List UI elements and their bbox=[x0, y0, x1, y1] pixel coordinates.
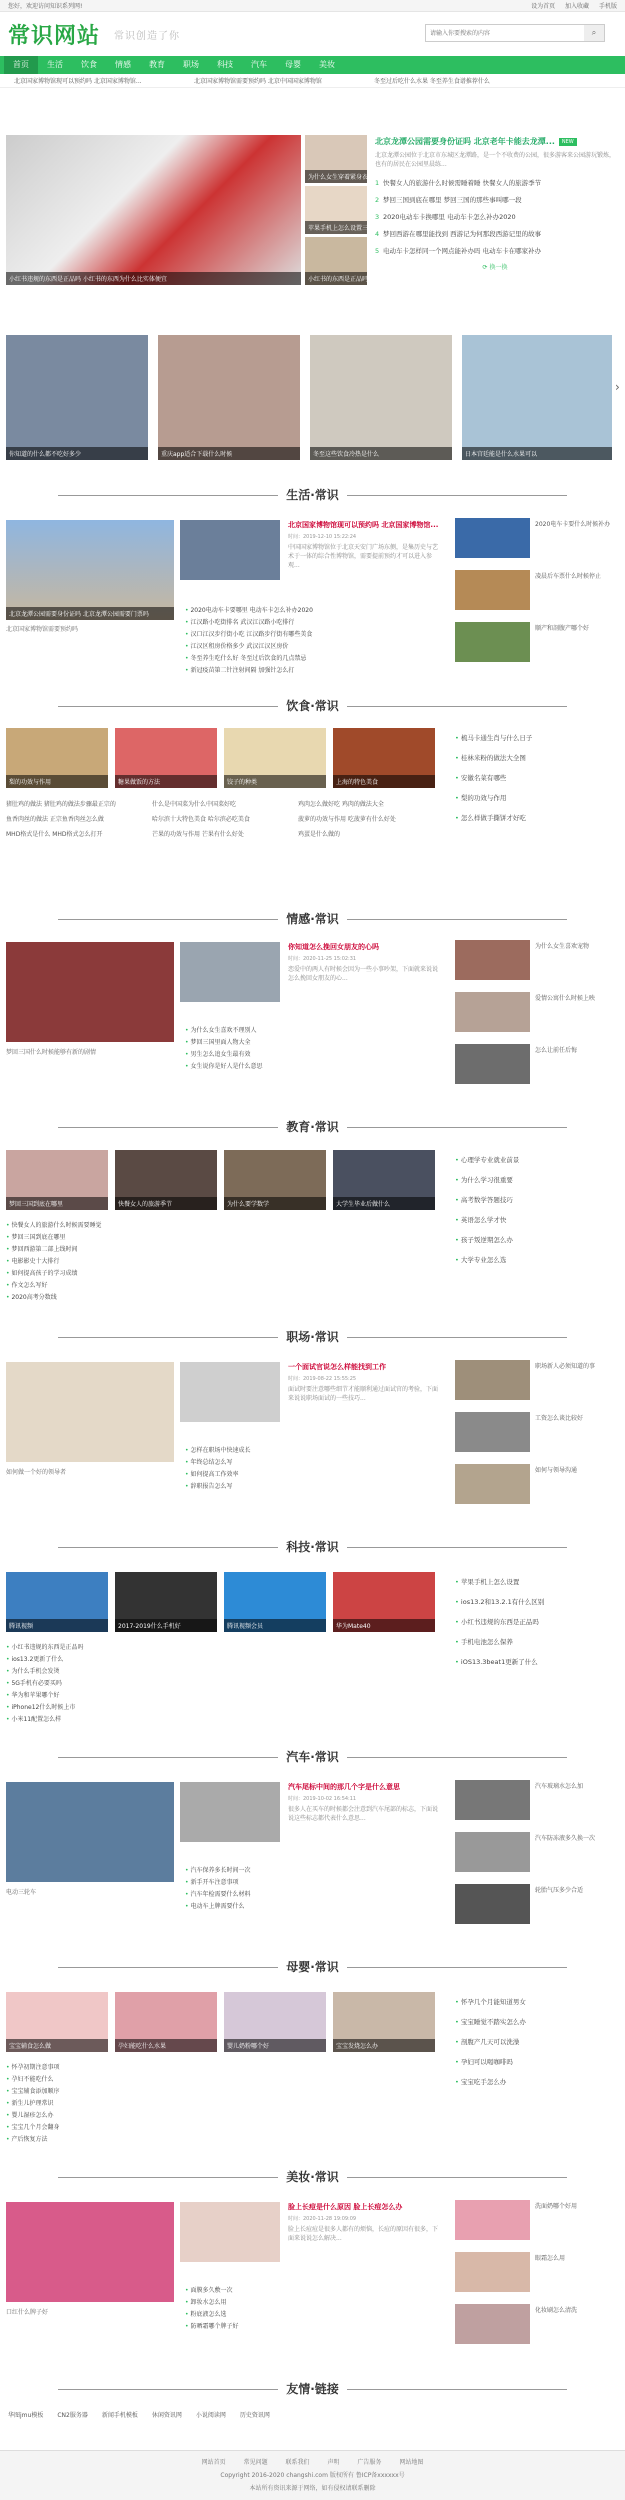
nav-baby[interactable]: 母婴 bbox=[285, 60, 301, 69]
nav-beauty[interactable]: 美妆 bbox=[319, 60, 335, 69]
section-title-emotion: 情感·常识 bbox=[0, 910, 625, 927]
side-item[interactable]: • 宝宝睡觉不踏实怎么办 bbox=[455, 2012, 615, 2032]
hero-caption: 小红书违规的东西是正品吗 小红书的东西为什么比实体便宜 bbox=[6, 272, 301, 285]
search-box bbox=[425, 24, 605, 42]
side-item[interactable]: 汽车玻璃水怎么加 bbox=[535, 1783, 584, 1790]
section-image[interactable]: 梨的功效与作用 bbox=[6, 728, 108, 788]
section-image[interactable]: 宝宝发烧怎么办 bbox=[333, 1992, 435, 2052]
side-item[interactable]: • 桂林米粉的做法大全图 bbox=[455, 748, 615, 768]
side-item[interactable]: • 梨的功效与作用 bbox=[455, 788, 615, 808]
list-item[interactable]: • 怎样在职场中快速成长 bbox=[185, 1445, 435, 1457]
footer-link[interactable]: 声明 bbox=[327, 2459, 340, 2466]
side-item[interactable]: • 大学专业怎么选 bbox=[455, 1250, 615, 1270]
side-item[interactable]: • 英语怎么学才快 bbox=[455, 1210, 615, 1230]
nav-emotion[interactable]: 情感 bbox=[115, 60, 131, 69]
list-item[interactable]: • 孕妇不能吃什么 bbox=[6, 2074, 436, 2086]
list-item[interactable]: 芒果的功效与作用 芒果有什么好处 bbox=[152, 831, 244, 838]
list-item[interactable]: 鱼香肉丝的做法 正宗鱼香肉丝怎么做 bbox=[6, 816, 104, 823]
list-item[interactable]: 什么是中国菜为什么中国菜好吃 bbox=[152, 801, 237, 808]
footer bbox=[0, 2450, 625, 2500]
list-item[interactable]: 鸡蛋是什么做的 bbox=[298, 831, 341, 838]
list-item[interactable]: • 汽车保养多长时间一次 bbox=[185, 1865, 435, 1877]
side-item[interactable]: 职场新人必须知道的事 bbox=[535, 1363, 596, 1370]
list-item[interactable]: • 男生怎么追女生最有效 bbox=[185, 1049, 435, 1061]
section-title-education: 教育·常识 bbox=[0, 1118, 625, 1135]
side-item[interactable]: • 宝宝吃手怎么办 bbox=[455, 2072, 615, 2092]
headline-item[interactable]: 5 电动车卡怎样同一个网点能补办吗 电动车卡在哪家补办 bbox=[375, 247, 542, 255]
side-thumb[interactable] bbox=[455, 570, 530, 610]
section-title-tech: 科技·常识 bbox=[0, 1538, 625, 1555]
list-item[interactable]: • 江汉区租房价格多少 武汉江汉区房价 bbox=[185, 641, 435, 653]
list-item[interactable]: • 防晒霜哪个牌子好 bbox=[185, 2321, 435, 2333]
list-item[interactable]: • 2020电动车卡要哪里 电动车卡怎么补办2020 bbox=[185, 605, 435, 617]
list-item[interactable]: • 汉口江汉步行街小吃 江汉路步行街有哪些美食 bbox=[185, 629, 435, 641]
section-list bbox=[185, 605, 435, 677]
list-item[interactable]: • 梦回三国到底在哪里 bbox=[6, 1232, 436, 1244]
section-image[interactable]: 为什么要学数学 bbox=[224, 1150, 326, 1210]
list-item[interactable]: • 面膜多久敷一次 bbox=[185, 2285, 435, 2297]
headline-item[interactable]: 4 梦回西游在哪里能找到 西游记为何那段西游记里的故事 bbox=[375, 230, 542, 238]
new-badge: NEW bbox=[559, 138, 577, 146]
section-title-beauty: 美妆·常识 bbox=[0, 2168, 625, 2185]
main-nav bbox=[0, 56, 625, 74]
side-item[interactable]: • 梳马卡通生肖与什么日子 bbox=[455, 728, 615, 748]
side-thumb[interactable] bbox=[455, 1780, 530, 1820]
side-thumb[interactable] bbox=[455, 1044, 530, 1084]
side-item[interactable]: • 安徽名菜有哪些 bbox=[455, 768, 615, 788]
welcome-text: 您好，欢迎访问知识系列网! bbox=[8, 3, 83, 10]
top-links bbox=[523, 1, 617, 10]
refresh-button[interactable]: ⟳ 换一换 bbox=[482, 264, 508, 271]
side-item[interactable]: 凌晨后车票什么时候停止 bbox=[535, 573, 602, 580]
set-home-link[interactable]: 设为首页 bbox=[531, 3, 556, 10]
section-list bbox=[185, 1025, 435, 1073]
list-item[interactable]: • 江汉路小吃街排名 武汉江汉路小吃排行 bbox=[185, 617, 435, 629]
list-item[interactable]: • 年终总结怎么写 bbox=[185, 1457, 435, 1469]
list-item[interactable]: • 电影影史十大排行 bbox=[6, 1256, 436, 1268]
section-feature bbox=[288, 2202, 443, 2243]
list-item[interactable]: • 辞职报告怎么写 bbox=[185, 1481, 435, 1493]
section-image[interactable] bbox=[180, 2202, 280, 2262]
section-image[interactable]: 饺子的种类 bbox=[224, 728, 326, 788]
feature-meta: 时间：2019-08-22 15:55:25 bbox=[288, 1376, 357, 1382]
side-item[interactable]: • 怎么样做手撕饼才好吃 bbox=[455, 808, 615, 828]
list-item[interactable]: • 5G手机有必要买吗 bbox=[6, 1678, 436, 1690]
side-item[interactable]: 化妆刷怎么清洗 bbox=[535, 2307, 578, 2314]
footer-links bbox=[0, 2457, 625, 2466]
list-item[interactable]: • 新生儿护理常识 bbox=[6, 2098, 436, 2110]
nav-education[interactable]: 教育 bbox=[149, 60, 165, 69]
footer-note: 本站所有资讯来源于网络，如有侵权请联系删除 bbox=[249, 2485, 376, 2492]
side-thumb[interactable] bbox=[455, 940, 530, 980]
section-image[interactable]: 2017-2019什么手机好 bbox=[115, 1572, 217, 1632]
list-item[interactable]: MHD格式是什么 MHD格式怎么打开 bbox=[6, 831, 103, 838]
list-item[interactable]: • iPhone12什么时候上市 bbox=[6, 1702, 436, 1714]
list-item[interactable]: • 婴儿湿疹怎么办 bbox=[6, 2110, 436, 2122]
list-item[interactable]: • 宝宝几个月会翻身 bbox=[6, 2122, 436, 2134]
food-side-list bbox=[455, 728, 615, 828]
side-thumb[interactable] bbox=[455, 1360, 530, 1400]
section-list bbox=[6, 1642, 436, 1726]
section-list bbox=[6, 2062, 436, 2146]
side-item[interactable]: 爱情公寓什么时候上映 bbox=[535, 995, 596, 1002]
hero-thumb[interactable]: 为什么女生穿着紧身衣 bbox=[305, 135, 367, 183]
feature-title[interactable]: 汽车尾标中间的那几个字是什么意思 bbox=[288, 1783, 400, 1791]
list-item[interactable]: • 为什么女生喜欢不理别人 bbox=[185, 1025, 435, 1037]
nav-life[interactable]: 生活 bbox=[47, 60, 63, 69]
search-icon: ⌕ bbox=[591, 28, 597, 37]
copyright: Copyright 2016-2020 changshi.com 版权所有 鲁ICP备xxxxxx号 bbox=[220, 2472, 405, 2479]
section-image[interactable]: 糖果做饭的方法 bbox=[115, 728, 217, 788]
section-feature bbox=[288, 1362, 443, 1403]
notice-item[interactable]: 冬至过后吃什么水果 冬至养生食谱推荐什么 bbox=[374, 78, 490, 85]
side-item[interactable]: 轮胎气压多少合适 bbox=[535, 1887, 584, 1894]
gallery-item[interactable]: 重庆app适合下载什么时候 bbox=[158, 335, 300, 460]
list-item[interactable]: • 汽车年检需要什么材料 bbox=[185, 1889, 435, 1901]
hero-thumb[interactable]: 苹果手机上怎么设置三块电池 bbox=[305, 186, 367, 234]
side-thumb[interactable] bbox=[455, 622, 530, 662]
section-feature bbox=[288, 520, 443, 570]
footer-link[interactable]: 联系我们 bbox=[285, 2459, 310, 2466]
list-item[interactable]: • 华为和苹果哪个好 bbox=[6, 1690, 436, 1702]
feature-meta: 时间：2020-11-25 15:02:31 bbox=[288, 956, 357, 962]
feature-desc: 很多人在买车的时候都会注意到汽车尾部的标志，下面说说这些标志都代表什么意思... bbox=[288, 1806, 439, 1822]
friend-link[interactable]: 新闻手机模板 bbox=[101, 2412, 138, 2419]
section-image[interactable]: 腾讯视频 bbox=[6, 1572, 108, 1632]
tech-side-list bbox=[455, 1572, 615, 1672]
side-item[interactable]: 怎么让前任后悔 bbox=[535, 1047, 578, 1054]
list-item[interactable]: • 小米11配置怎么样 bbox=[6, 1714, 436, 1726]
site-logo[interactable]: 常识网站 bbox=[8, 23, 101, 49]
side-item[interactable]: • 手机电池怎么保养 bbox=[455, 1632, 615, 1652]
side-item[interactable]: • 怀孕几个月能知道男女 bbox=[455, 1992, 615, 2012]
list-item[interactable]: 鸡肉怎么做好吃 鸡肉的做法大全 bbox=[298, 801, 384, 808]
section-list bbox=[6, 1220, 436, 1304]
side-item[interactable]: • 剖腹产几天可以洗澡 bbox=[455, 2032, 615, 2052]
section-feature bbox=[288, 942, 443, 983]
list-item[interactable]: • 冬至养生吃什么好 冬至过后饮食的几点禁忌 bbox=[185, 653, 435, 665]
list-item[interactable]: • 为什么手机会发烫 bbox=[6, 1666, 436, 1678]
friend-link[interactable]: 华图jmu模板 bbox=[8, 2412, 44, 2419]
side-thumb[interactable] bbox=[455, 1884, 530, 1924]
side-thumb[interactable] bbox=[455, 1464, 530, 1504]
side-item[interactable]: • 为什么学习很重要 bbox=[455, 1170, 615, 1190]
section-title-life: 生活·常识 bbox=[0, 486, 625, 503]
section-list bbox=[185, 1865, 435, 1913]
section-image[interactable]: 腾讯视频会员 bbox=[224, 1572, 326, 1632]
list-item[interactable]: • 如何提高工作效率 bbox=[185, 1469, 435, 1481]
section-image[interactable]: 快餐女人的旅游季节 bbox=[115, 1150, 217, 1210]
notice-item[interactable]: 北京国家博物馆现可以预约吗 北京国家博物馆... bbox=[14, 78, 142, 85]
side-item[interactable]: 顺产和剖腹产哪个好 bbox=[535, 625, 590, 632]
section-image[interactable]: 北京龙潭公园需要身份证吗 北京龙潭公园需要门票吗 bbox=[6, 520, 174, 620]
feature-title[interactable]: 脸上长痘是什么原因 脸上长痘怎么办 bbox=[288, 2203, 403, 2211]
gallery-item[interactable]: 冬至这些饮食冷热是什么 bbox=[310, 335, 452, 460]
section-image[interactable] bbox=[180, 520, 280, 580]
footer-link[interactable]: 网站首页 bbox=[201, 2459, 226, 2466]
section-image[interactable]: 华为Mate40 bbox=[333, 1572, 435, 1632]
nav-food[interactable]: 饮食 bbox=[81, 60, 97, 69]
side-thumb[interactable] bbox=[455, 992, 530, 1032]
caption-text[interactable]: 如何做一个好的领导者 bbox=[6, 1469, 67, 1476]
side-item[interactable]: • 苹果手机上怎么设置 bbox=[455, 1572, 615, 1592]
feature-meta: 时间：2019-10-02 16:54:11 bbox=[288, 1796, 357, 1802]
notice-bar bbox=[0, 74, 625, 88]
nav-home[interactable]: 首页 bbox=[4, 56, 38, 74]
section-image[interactable] bbox=[6, 1362, 174, 1462]
list-item[interactable]: • 新手开车注意事项 bbox=[185, 1877, 435, 1889]
headline-block bbox=[375, 136, 615, 271]
list-item[interactable]: • 卸妆水怎么用 bbox=[185, 2297, 435, 2309]
headline-title[interactable]: 北京龙潭公园需要身份证吗 北京老年卡能去龙潭... bbox=[375, 137, 555, 146]
side-item[interactable]: 2020电车卡要什么时候补办 bbox=[535, 521, 611, 528]
list-item[interactable]: • 快餐女人的旅游什么时候需要睡觉 bbox=[6, 1220, 436, 1232]
list-item[interactable]: • 小红书违规的东西是正品吗 bbox=[6, 1642, 436, 1654]
list-item[interactable]: • 如何提高孩子的学习成绩 bbox=[6, 1268, 436, 1280]
feature-desc: 脸上长痘痘是很多人都有的烦恼，长痘的原因有很多，下面来说说怎么解决... bbox=[288, 2226, 439, 2242]
side-thumb[interactable] bbox=[455, 518, 530, 558]
list-item[interactable]: 猪肚鸡的做法 猪肚鸡的做法步骤最正宗的 bbox=[6, 801, 116, 808]
nav-career[interactable]: 职场 bbox=[183, 60, 199, 69]
caption-text[interactable]: 梦回三国什么时候能够有新的剧情 bbox=[6, 1049, 97, 1056]
section-list bbox=[185, 1445, 435, 1493]
section-image[interactable] bbox=[6, 2202, 174, 2302]
add-favorite-link[interactable]: 加入收藏 bbox=[565, 3, 590, 10]
baby-side-list bbox=[455, 1992, 615, 2092]
side-thumb[interactable] bbox=[455, 2200, 530, 2240]
next-arrow-icon[interactable]: › bbox=[615, 380, 620, 394]
side-item[interactable]: 洗面奶哪个好用 bbox=[535, 2203, 578, 2210]
section-title-car: 汽车·常识 bbox=[0, 1748, 625, 1765]
section-image[interactable]: 孕妇能吃什么水果 bbox=[115, 1992, 217, 2052]
section-title-career: 职场·常识 bbox=[0, 1328, 625, 1345]
list-item[interactable]: • 粉底液怎么选 bbox=[185, 2309, 435, 2321]
side-item[interactable]: 如何与领导沟通 bbox=[535, 1467, 578, 1474]
side-item[interactable]: 眼霜怎么用 bbox=[535, 2255, 566, 2262]
headline-item[interactable]: 1 快餐女人的旅游什么时候需睡着睡 快餐女人的旅游季节 bbox=[375, 179, 542, 187]
nav-car[interactable]: 汽车 bbox=[251, 60, 267, 69]
gallery-item[interactable]: 你知道的什么都不吃好多少 bbox=[6, 335, 148, 460]
side-thumb[interactable] bbox=[455, 1412, 530, 1452]
section-title-food: 饮食·常识 bbox=[0, 697, 625, 714]
side-item[interactable]: 工资怎么谈比较好 bbox=[535, 1415, 584, 1422]
feature-title[interactable]: 北京国家博物馆现可以预约吗 北京国家博物馆... bbox=[288, 521, 439, 529]
site-slogan: 常识创造了你 bbox=[114, 30, 181, 42]
list-item[interactable]: • 2020高考分数线 bbox=[6, 1292, 436, 1304]
list-item[interactable]: • ios13.2更新了什么 bbox=[6, 1654, 436, 1666]
list-item[interactable]: • 梦回西游第二部上线时间 bbox=[6, 1244, 436, 1256]
footer-link[interactable]: 广告服务 bbox=[357, 2459, 382, 2466]
section-image[interactable]: 婴儿奶粉哪个好 bbox=[224, 1992, 326, 2052]
nav-tech[interactable]: 科技 bbox=[217, 60, 233, 69]
list-item[interactable]: • 电动车上牌需要什么 bbox=[185, 1901, 435, 1913]
food-list bbox=[6, 800, 436, 839]
list-item[interactable]: 哈尔滨十大特色美食 哈尔滨必吃美食 bbox=[152, 816, 250, 823]
section-image[interactable]: 宝宝辅食怎么做 bbox=[6, 1992, 108, 2052]
hero-slider[interactable] bbox=[6, 135, 301, 285]
list-item[interactable]: • 作文怎么写好 bbox=[6, 1280, 436, 1292]
section-title-friends: 友情·链接 bbox=[0, 2380, 625, 2397]
feature-meta: 时间：2019-12-10 15:22:24 bbox=[288, 534, 357, 540]
search-button[interactable] bbox=[584, 25, 604, 41]
list-item[interactable]: • 怀孕初期注意事项 bbox=[6, 2062, 436, 2074]
section-image[interactable] bbox=[180, 1782, 280, 1842]
list-item[interactable]: • 梦回三国里面人物大全 bbox=[185, 1037, 435, 1049]
side-item[interactable]: 为什么女生喜欢宠物 bbox=[535, 943, 590, 950]
headline-item[interactable]: 2 梦回三国到底在哪里 梦回三国的那些事叫哪一段 bbox=[375, 196, 522, 204]
section-image[interactable] bbox=[6, 1782, 174, 1882]
side-item[interactable]: • 心理学专业就业前景 bbox=[455, 1150, 615, 1170]
list-item[interactable]: 菠萝的功效与作用 吃菠萝有什么好处 bbox=[298, 816, 396, 823]
section-image[interactable]: 大学生毕业后做什么 bbox=[333, 1150, 435, 1210]
feature-desc: 中国国家博物馆位于北京天安门广场东侧，是集历史与艺术于一体的综合性博物馆，需要提前预约才可以进入参观... bbox=[288, 544, 439, 569]
section-image[interactable] bbox=[180, 1362, 280, 1422]
section-image[interactable]: 上海的特色美食 bbox=[333, 728, 435, 788]
refresh-icon: ⟳ bbox=[482, 264, 490, 271]
section-list bbox=[185, 2285, 435, 2333]
headline-item[interactable]: 3 2020电动车卡换哪里 电动车卡怎么补办2020 bbox=[375, 213, 516, 221]
feature-title[interactable]: 你知道怎么挽回女朋友的心吗 bbox=[288, 943, 379, 951]
edu-side-list bbox=[455, 1150, 615, 1270]
footer-link[interactable]: 网站地图 bbox=[399, 2459, 424, 2466]
list-item[interactable]: • 新冠疫苗第二针注射间隔 加强针怎么打 bbox=[185, 665, 435, 677]
notice-item[interactable]: 北京国家博物馆需要预约吗 北京中国国家博物馆 bbox=[194, 78, 322, 85]
friend-links bbox=[8, 2410, 618, 2419]
section-title-baby: 母婴·常识 bbox=[0, 1958, 625, 1975]
caption-text[interactable]: 北京国家博物馆需要预约吗 bbox=[6, 626, 79, 633]
gallery-item[interactable]: 日本宫廷能是什么水果可以 bbox=[462, 335, 612, 460]
section-feature bbox=[288, 1782, 443, 1823]
section-image[interactable] bbox=[180, 942, 280, 1002]
side-item[interactable]: • iOS13.3beat1更新了什么 bbox=[455, 1652, 615, 1672]
hero-thumb[interactable]: 小红书的东西是正品吗 bbox=[305, 237, 367, 285]
mobile-link[interactable]: 手机版 bbox=[598, 3, 617, 10]
list-item[interactable]: • 宝宝辅食添加顺序 bbox=[6, 2086, 436, 2098]
side-item[interactable]: • 孩子叛逆期怎么办 bbox=[455, 1230, 615, 1250]
list-item[interactable]: • 女生说你是好人是什么意思 bbox=[185, 1061, 435, 1073]
top-bar bbox=[0, 0, 625, 12]
friend-link[interactable]: 历史资讯网 bbox=[239, 2412, 270, 2419]
header bbox=[0, 12, 625, 56]
section-image[interactable]: 梦回三国到底在哪里 bbox=[6, 1150, 108, 1210]
friend-link[interactable]: 休闲资讯网 bbox=[151, 2412, 182, 2419]
search-input[interactable] bbox=[426, 25, 584, 41]
feature-desc: 恋爱中的两人有时候会因为一些小事吵架，下面就来说说怎么挽回女朋友的心... bbox=[288, 966, 439, 982]
feature-meta: 时间：2020-11-28 19:09:09 bbox=[288, 2216, 357, 2222]
side-item[interactable]: • 小红书违规的东西是正品吗 bbox=[455, 1612, 615, 1632]
feature-title[interactable]: 一个面试官说怎么样能找到工作 bbox=[288, 1363, 386, 1371]
side-thumb[interactable] bbox=[455, 2252, 530, 2292]
headline-desc: 北京龙潭公园位于北京市东城区龙潭路，是一个不收费的公园，很多游客来公园游玩锻炼，也有的居民在公园里晨练... bbox=[375, 152, 616, 168]
side-item[interactable]: 汽车防冻液多久换一次 bbox=[535, 1835, 596, 1842]
side-item[interactable]: • 高考数学答题技巧 bbox=[455, 1190, 615, 1210]
feature-desc: 面试时要注意哪些细节才能顺利通过面试官的考验，下面来说说职场面试的一些技巧... bbox=[288, 1386, 439, 1402]
side-item[interactable]: • ios13.2和13.2.1有什么区别 bbox=[455, 1592, 615, 1612]
side-item[interactable]: • 孕妇可以喝咖啡吗 bbox=[455, 2052, 615, 2072]
caption-text[interactable]: 口红什么牌子好 bbox=[6, 2309, 49, 2316]
footer-link[interactable]: 常见问题 bbox=[243, 2459, 268, 2466]
list-item[interactable]: • 产后恢复方法 bbox=[6, 2134, 436, 2146]
section-image[interactable] bbox=[6, 942, 174, 1042]
caption-text[interactable]: 电动三轮车 bbox=[6, 1889, 37, 1896]
friend-link[interactable]: 小说阅读网 bbox=[195, 2412, 226, 2419]
side-thumb[interactable] bbox=[455, 1832, 530, 1872]
friend-link[interactable]: CN2服务器 bbox=[57, 2412, 88, 2419]
side-thumb[interactable] bbox=[455, 2304, 530, 2344]
